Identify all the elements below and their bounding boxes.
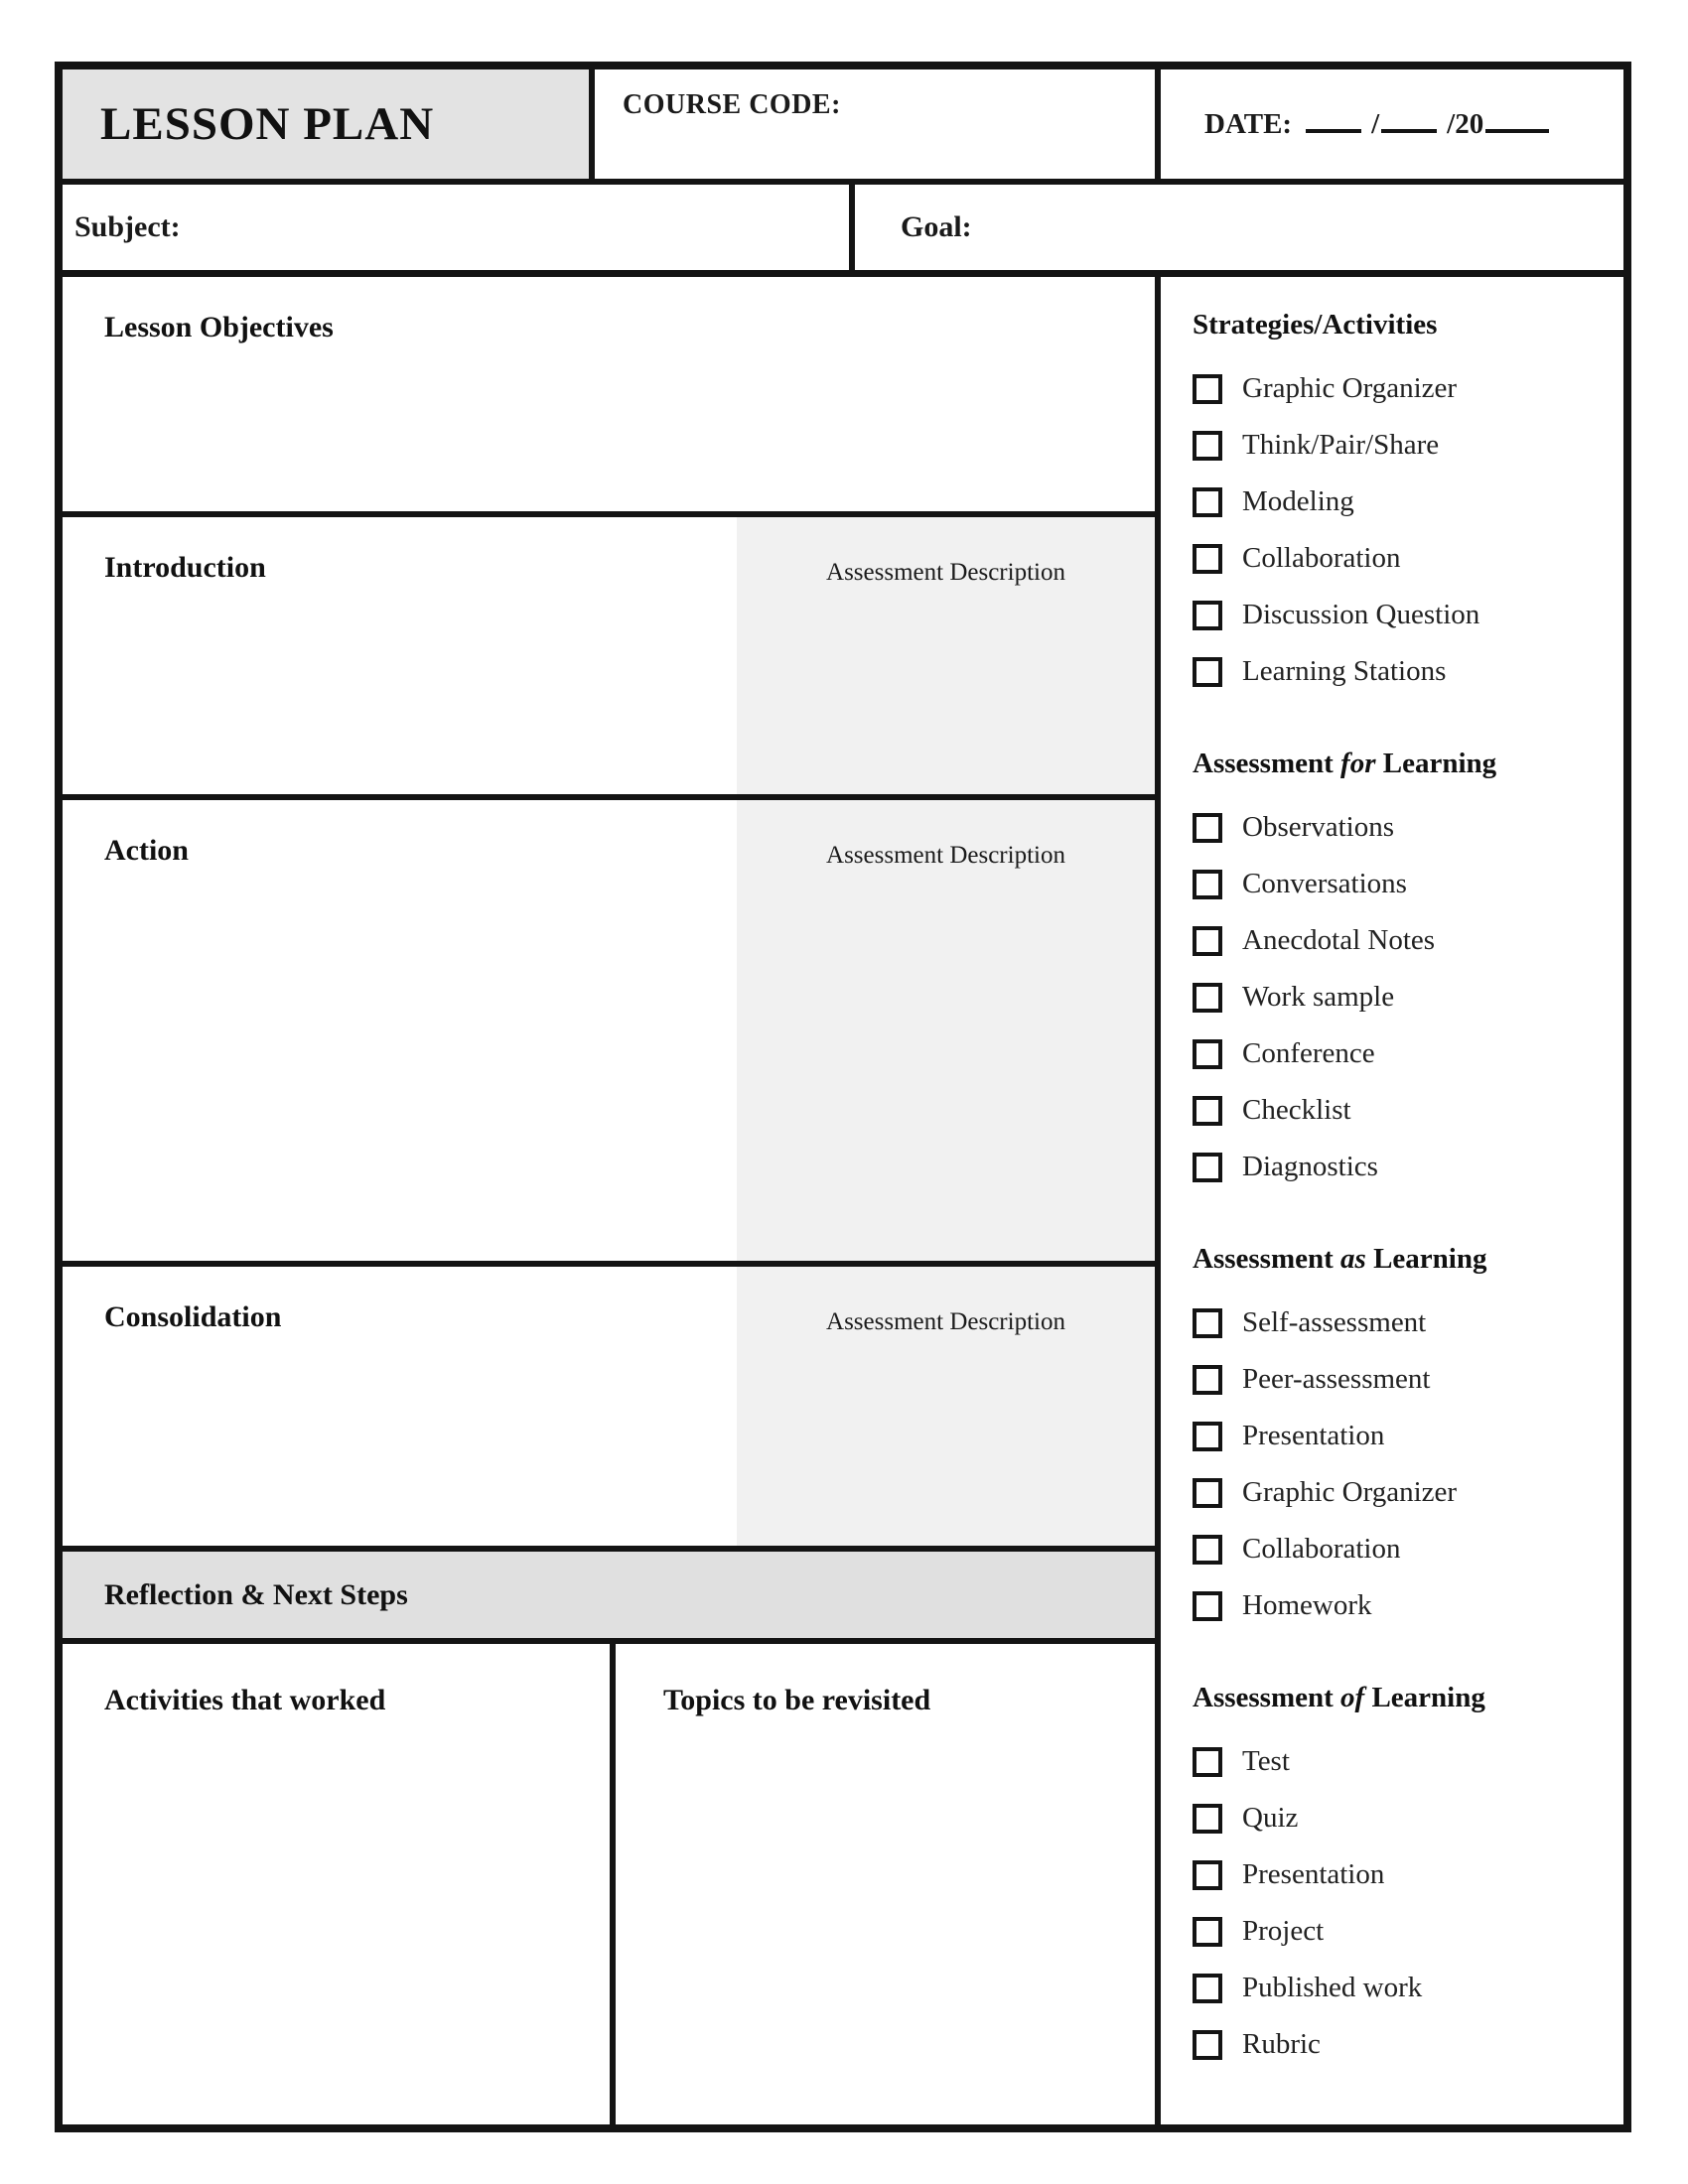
checkbox-label: Collaboration [1242, 542, 1401, 574]
strategies-group [1193, 307, 1610, 700]
checkbox[interactable] [1193, 1365, 1222, 1395]
introduction-input[interactable] [63, 517, 737, 794]
consolidation-input[interactable] [63, 1267, 737, 1546]
checkbox-label: Modeling [1242, 485, 1354, 517]
page-title: LESSON PLAN [100, 98, 435, 150]
checkbox-item [1193, 1521, 1610, 1577]
action-label: Action [104, 834, 189, 867]
subject-label: Subject: [74, 210, 181, 243]
checkbox-label: Conference [1242, 1037, 1375, 1069]
checkbox[interactable] [1193, 544, 1222, 574]
title-cell [63, 69, 595, 179]
checkbox[interactable] [1193, 1039, 1222, 1069]
checkbox-item [1193, 530, 1610, 587]
consolidation-label: Consolidation [104, 1300, 282, 1333]
consolidation-section [63, 1267, 1155, 1552]
checkbox[interactable] [1193, 870, 1222, 899]
checkbox[interactable] [1193, 657, 1222, 687]
checkbox[interactable] [1193, 1804, 1222, 1834]
heading-text: Learning [1364, 1682, 1485, 1713]
checkbox[interactable] [1193, 1478, 1222, 1508]
checkbox-label: Project [1242, 1915, 1325, 1947]
action-assessment-input[interactable] [737, 800, 1155, 1261]
checkbox[interactable] [1193, 1308, 1222, 1338]
topics-revisited-field[interactable] [622, 1644, 1155, 2124]
goal-field[interactable] [861, 185, 1623, 270]
date-day-blank[interactable] [1381, 107, 1437, 133]
sidebar [1167, 277, 1623, 2124]
action-assessment-label: Assessment Description [826, 842, 1065, 869]
checkbox-label: Discussion Question [1242, 599, 1480, 630]
checkbox-label: Quiz [1242, 1802, 1299, 1834]
introduction-assessment-label: Assessment Description [826, 559, 1065, 586]
date-separator-2: /20 [1447, 108, 1484, 140]
checkbox[interactable] [1193, 487, 1222, 517]
reflection-label: Reflection & Next Steps [104, 1577, 408, 1611]
reflection-banner [63, 1552, 1155, 1644]
date-cell[interactable] [1161, 69, 1623, 179]
checkbox-item [1193, 1903, 1610, 1960]
heading-text: Learning [1365, 1243, 1487, 1275]
heading-emph: as [1340, 1243, 1366, 1275]
checkbox-label: Collaboration [1242, 1533, 1401, 1565]
goal-label: Goal: [901, 210, 972, 243]
course-code-cell[interactable] [595, 69, 1161, 179]
checkbox-label: Published work [1242, 1972, 1423, 2003]
checkbox-label: Homework [1242, 1589, 1372, 1621]
introduction-label: Introduction [104, 551, 266, 584]
strategies-heading [1193, 307, 1610, 342]
checkbox-label: Learning Stations [1242, 655, 1447, 687]
action-input[interactable] [63, 800, 737, 1261]
checkbox-item [1193, 417, 1610, 474]
checkbox-item [1193, 1733, 1610, 1790]
checkbox-item [1193, 1846, 1610, 1903]
checkbox[interactable] [1193, 1860, 1222, 1890]
checkbox-label: Peer-assessment [1242, 1363, 1431, 1395]
left-column [63, 277, 1161, 2124]
checkbox-label: Conversations [1242, 868, 1407, 899]
checkbox-item [1193, 1408, 1610, 1464]
date-label: DATE: [1204, 108, 1293, 140]
checkbox-label: Presentation [1242, 1420, 1385, 1451]
checkbox-item [1193, 2016, 1610, 2073]
assessment-as-heading [1193, 1241, 1610, 1277]
checkbox-item [1193, 1351, 1610, 1408]
checkbox-label: Presentation [1242, 1858, 1385, 1890]
lesson-objectives-label: Lesson Objectives [104, 311, 334, 343]
checkbox-item [1193, 587, 1610, 643]
checkbox[interactable] [1193, 2030, 1222, 2060]
checkbox-item [1193, 1464, 1610, 1521]
date-separator-1: / [1371, 108, 1380, 140]
assessment-of-learning-group [1193, 1680, 1610, 2073]
checkbox-item [1193, 474, 1610, 530]
heading-text: Learning [1375, 748, 1497, 779]
topics-revisited-label: Topics to be revisited [663, 1684, 931, 1716]
checkbox-item [1193, 856, 1610, 912]
checkbox-item [1193, 799, 1610, 856]
checkbox[interactable] [1193, 374, 1222, 404]
lesson-plan-sheet [55, 62, 1631, 2132]
checkbox[interactable] [1193, 983, 1222, 1013]
checkbox-item [1193, 1790, 1610, 1846]
checkbox-label: Rubric [1242, 2028, 1321, 2060]
heading-emph: for [1340, 748, 1376, 779]
checkbox-item [1193, 969, 1610, 1025]
reflection-columns [63, 1644, 1155, 2124]
checkbox-item [1193, 1577, 1610, 1634]
checkbox-label: Observations [1242, 811, 1395, 843]
heading-text: Assessment [1193, 1682, 1341, 1713]
date-month-blank[interactable] [1306, 107, 1361, 133]
introduction-assessment-input[interactable] [737, 517, 1155, 794]
checkbox-label: Graphic Organizer [1242, 1476, 1458, 1508]
main-area [63, 277, 1623, 2124]
checkbox-label: Work sample [1242, 981, 1395, 1013]
checkbox[interactable] [1193, 813, 1222, 843]
action-section [63, 800, 1155, 1267]
date-year-blank[interactable] [1485, 107, 1549, 133]
heading-text: Assessment [1193, 1243, 1341, 1275]
consolidation-assessment-label: Assessment Description [826, 1308, 1065, 1335]
checkbox-label: Self-assessment [1242, 1306, 1427, 1338]
consolidation-assessment-input[interactable] [737, 1267, 1155, 1546]
heading-text: Assessment [1193, 748, 1341, 779]
heading-emph: of [1340, 1682, 1365, 1713]
checkbox-item [1193, 643, 1610, 700]
checkbox[interactable] [1193, 1096, 1222, 1126]
checkbox-label: Anecdotal Notes [1242, 924, 1436, 956]
activities-worked-label: Activities that worked [104, 1684, 386, 1716]
lesson-objectives-input[interactable] [63, 277, 1155, 511]
checkbox[interactable] [1193, 1917, 1222, 1947]
checkbox[interactable] [1193, 1153, 1222, 1182]
checkbox[interactable] [1193, 1535, 1222, 1565]
assessment-for-heading [1193, 746, 1610, 781]
activities-worked-field[interactable] [63, 1644, 616, 2124]
checkbox-item [1193, 360, 1610, 417]
checkbox[interactable] [1193, 601, 1222, 630]
checkbox-item [1193, 1139, 1610, 1195]
checkbox-item [1193, 912, 1610, 969]
checkbox[interactable] [1193, 431, 1222, 461]
checkbox-item [1193, 1082, 1610, 1139]
checkbox-item [1193, 1025, 1610, 1082]
checkbox-label: Checklist [1242, 1094, 1351, 1126]
assessment-for-learning-group [1193, 746, 1610, 1195]
course-code-label: COURSE CODE: [623, 89, 841, 120]
assessment-of-heading [1193, 1680, 1610, 1715]
lesson-objectives-section [63, 277, 1155, 517]
assessment-as-learning-group [1193, 1241, 1610, 1634]
subject-field[interactable] [63, 185, 855, 270]
checkbox-label: Diagnostics [1242, 1151, 1378, 1182]
checkbox-label: Graphic Organizer [1242, 372, 1458, 404]
checkbox[interactable] [1193, 926, 1222, 956]
checkbox[interactable] [1193, 1591, 1222, 1621]
header-row [63, 69, 1623, 185]
checkbox-item [1193, 1295, 1610, 1351]
checkbox-label: Test [1242, 1745, 1290, 1777]
introduction-section [63, 517, 1155, 800]
checkbox-item [1193, 1960, 1610, 2016]
checkbox[interactable] [1193, 1422, 1222, 1451]
heading-text: Strategies/Activities [1193, 309, 1438, 341]
info-row [63, 185, 1623, 277]
checkbox-label: Think/Pair/Share [1242, 429, 1440, 461]
checkbox[interactable] [1193, 1747, 1222, 1777]
checkbox[interactable] [1193, 1974, 1222, 2003]
date-field [1204, 107, 1549, 141]
